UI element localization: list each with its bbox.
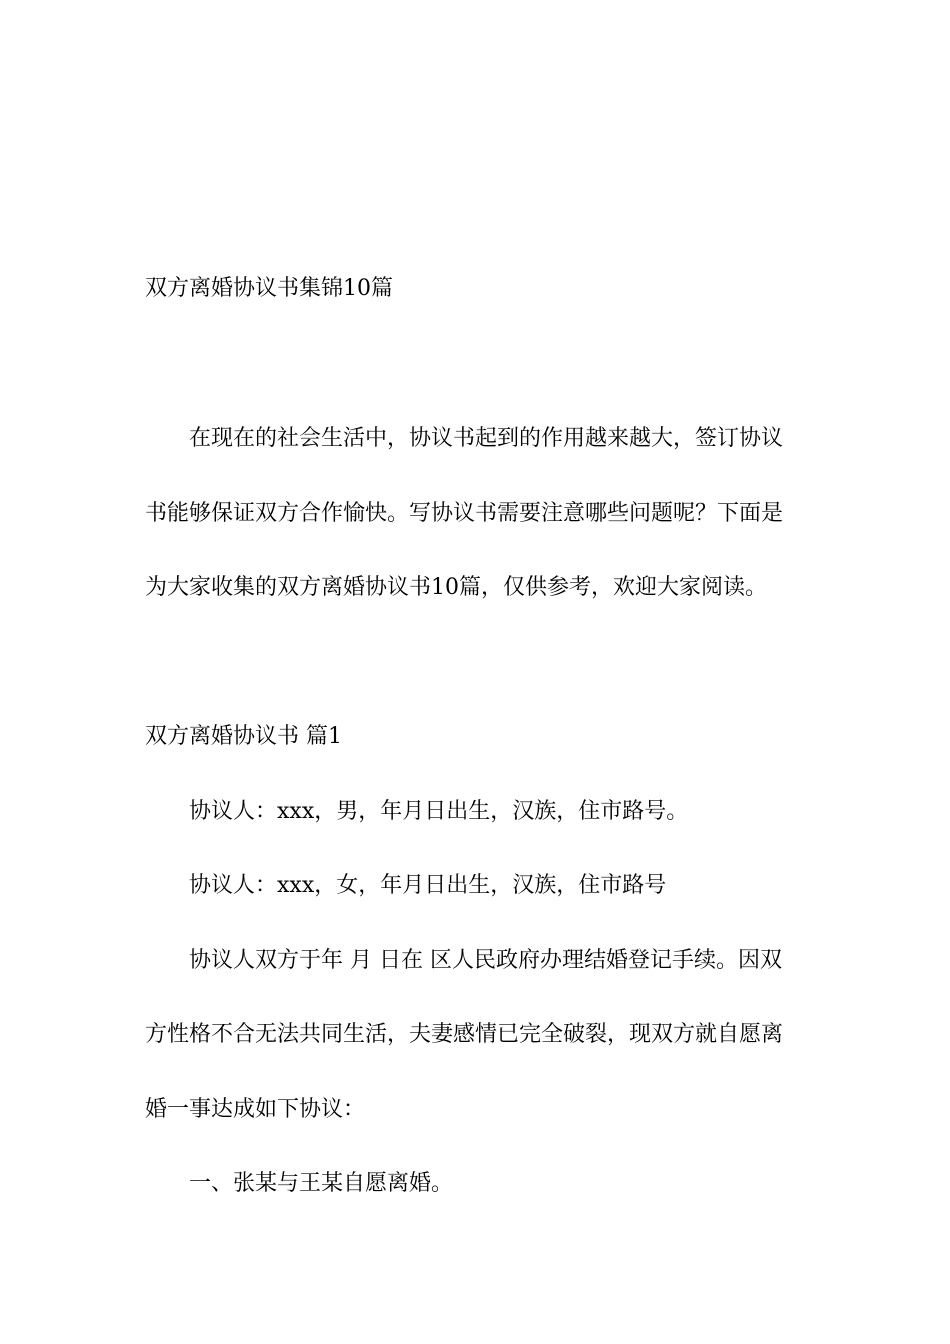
body-line-1: 协议人双方于年 月 日在 区人民政府办理结婚登记手续。因双 bbox=[189, 948, 782, 973]
body-line-2: 方性格不合无法共同生活，夫妻感情已完全破裂，现双方就自愿离 bbox=[145, 1022, 784, 1047]
party-1: 协议人：xxx，男，年月日出生，汉族，住市路号。 bbox=[189, 799, 689, 824]
body-line-3: 婚一事达成如下协议： bbox=[145, 1097, 366, 1122]
intro-line-1: 在现在的社会生活中，协议书起到的作用越来越大，签订协议 bbox=[189, 426, 784, 451]
section-heading: 双方离婚协议书 篇1 bbox=[145, 724, 342, 749]
clause-1: 一、张某与王某自愿离婚。 bbox=[189, 1171, 454, 1196]
intro-line-2: 书能够保证双方合作愉快。写协议书需要注意哪些问题呢？下面是 bbox=[145, 501, 784, 526]
party-2: 协议人：xxx，女，年月日出生，汉族，住市路号 bbox=[189, 873, 667, 898]
document-title: 双方离婚协议书集锦10篇 bbox=[145, 276, 393, 301]
intro-line-3: 为大家收集的双方离婚协议书10篇，仅供参考，欢迎大家阅读。 bbox=[145, 575, 767, 600]
